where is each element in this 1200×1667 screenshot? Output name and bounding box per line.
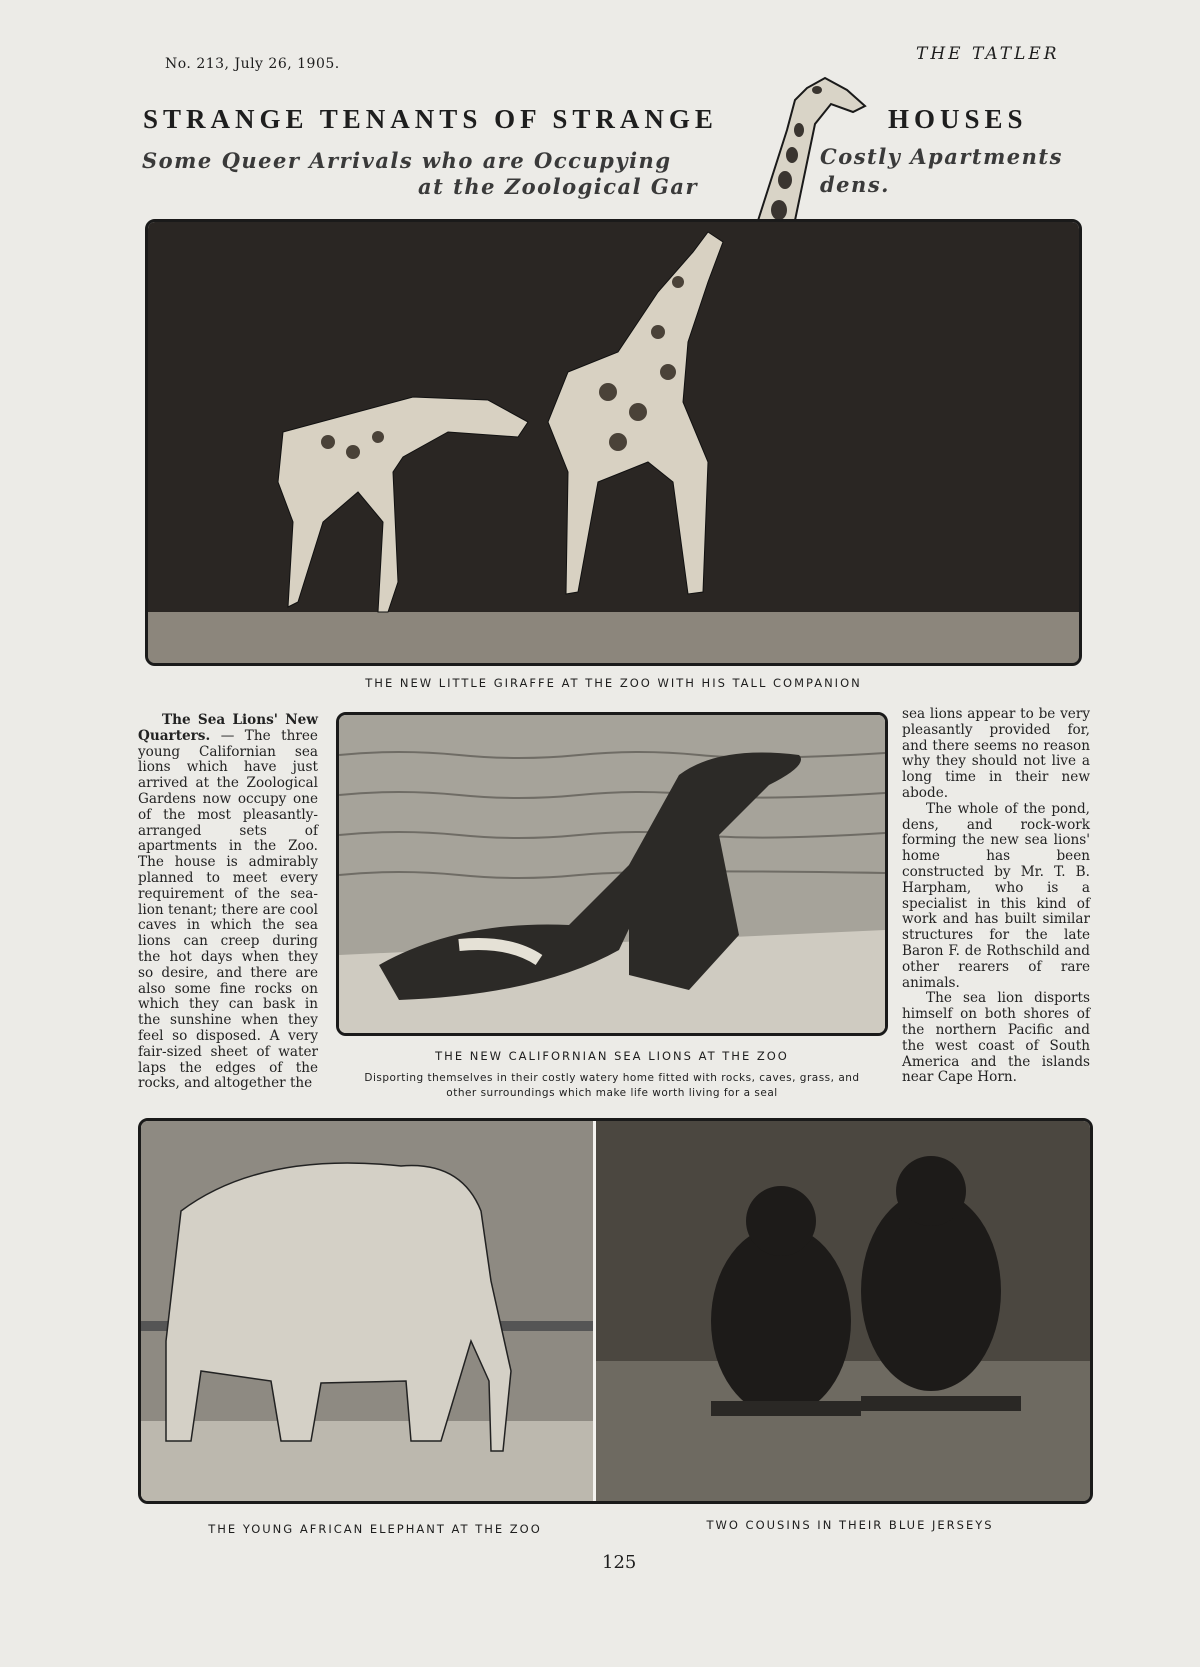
sealion-image <box>339 715 885 1033</box>
page-number: 125 <box>602 1552 637 1573</box>
issue-line: No. 213, July 26, 1905. <box>165 56 340 72</box>
elephant-chimp-image <box>141 1121 1090 1501</box>
giraffe-photo <box>145 219 1082 666</box>
sealion-subcaption <box>336 1071 888 1101</box>
article-column-2 <box>902 707 1090 1086</box>
article-col2-paragraph-1: sea lions appear to be very pleasantly provided for, and there seems no reason why they should not live a long time in their new abode. <box>902 706 1090 801</box>
chimp-caption: TWO COUSINS IN THEIR BLUE JERSEYS <box>706 1518 994 1532</box>
sealion-caption: THE NEW CALIFORNIAN SEA LIONS AT THE ZOO <box>435 1049 789 1063</box>
subheadline-2-left: at the Zoological Gar <box>418 174 699 199</box>
giraffe-image <box>148 222 1079 663</box>
article-column-1 <box>138 713 318 1092</box>
bottom-photo-frame <box>138 1118 1093 1504</box>
giraffe-neck-illustration <box>735 60 885 230</box>
headline-right: HOUSES <box>888 104 1028 134</box>
sealion-subcaption-line-1: Disporting themselves in their costly watery home fitted with rocks, caves, grass, and <box>364 1072 860 1084</box>
article-col2-paragraph-3: The sea lion disports himself on both shores of the northern Pacific and the west coast of South America and the islands near Cape Horn. <box>902 990 1090 1086</box>
article-lead: The Sea Lions' New Quarters. <box>138 712 318 744</box>
sealion-subcaption-line-2: other surroundings which make life worth living for a seal <box>446 1087 778 1099</box>
headline-left: STRANGE TENANTS OF STRANGE <box>143 104 718 134</box>
giraffe-caption: THE NEW LITTLE GIRAFFE AT THE ZOO WITH HIS TALL COMPANION <box>365 676 862 690</box>
subheadline-2-right: dens. <box>820 172 890 197</box>
elephant-caption: THE YOUNG AFRICAN ELEPHANT AT THE ZOO <box>208 1522 542 1536</box>
article-col1-text: — The three young Californian sea lions which have just arrived at the Zoological Gardens now occupy one of the most pleasantly-arranged sets of apartments in the Zoo. The house is admirably planned to meet every requirement of the sea-lion tenant; there are cool caves in which the sea lions can creep during the hot days when they so desire, and there are also some fine rocks on which they can bask in the sunshine when they feel so disposed. A very fair-sized sheet of water laps the edges of the rocks, and altogether the <box>138 727 318 1092</box>
sealion-photo <box>336 712 888 1036</box>
magazine-name: THE TATLER <box>916 44 1060 64</box>
article-col2-paragraph-2: The whole of the pond, dens, and rock-work forming the new sea lions' home has been constructed by Mr. T. B. Harpham, who is a specialist in this kind of work and has built similar structures for the late Baron F. de Rothschild and other rearers of rare animals. <box>902 800 1090 991</box>
subheadline-1-right: Costly Apartments <box>820 144 1063 169</box>
subheadline-1-left: Some Queer Arrivals who are Occupying <box>142 148 672 173</box>
